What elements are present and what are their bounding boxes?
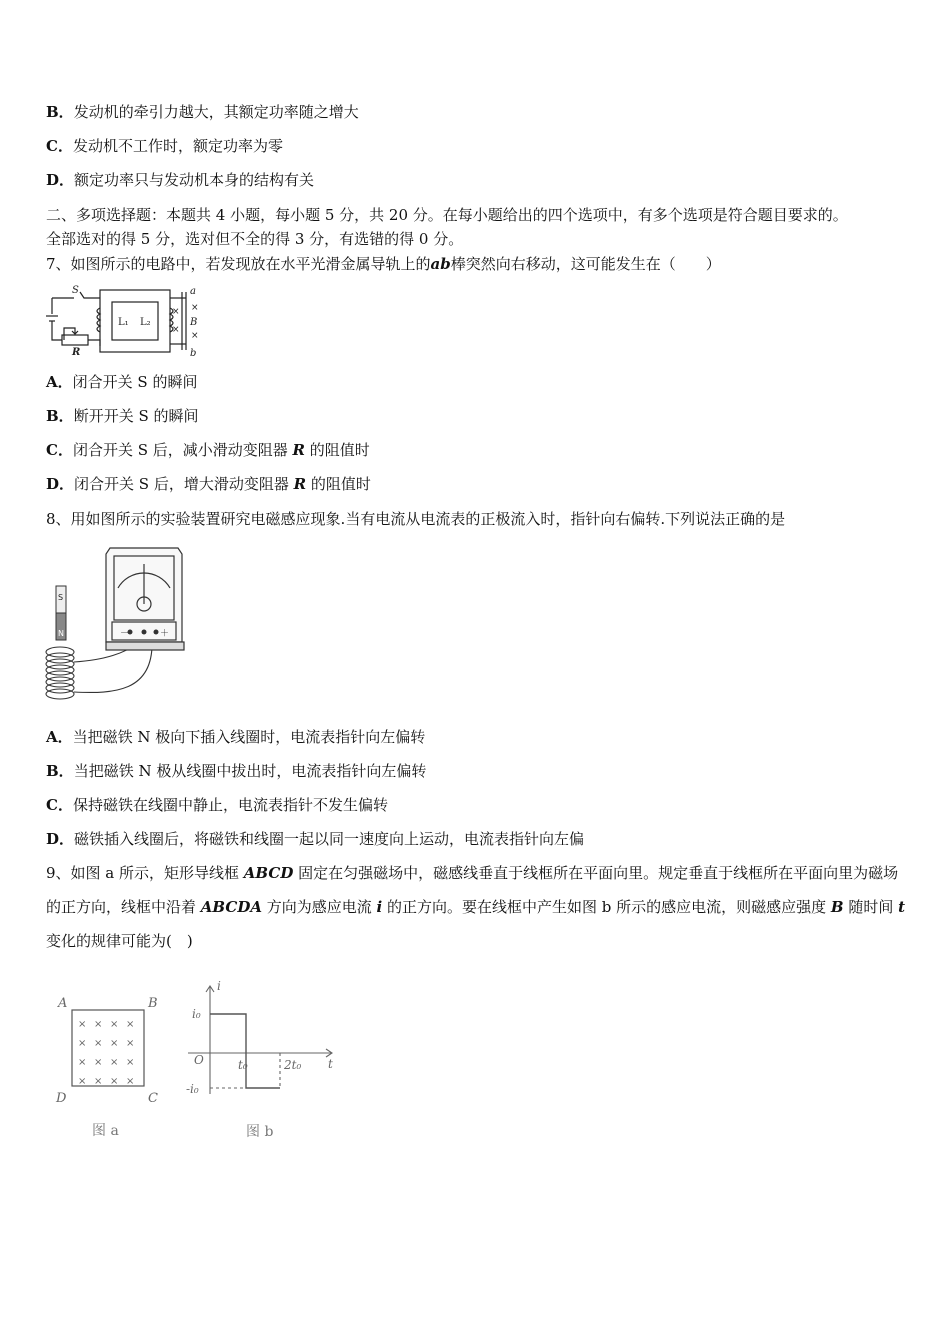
field-cross: × [110,1038,119,1049]
galvanometer [106,548,184,650]
field-cross: × [126,1038,135,1049]
figure-b-caption: 图 b [246,1124,274,1140]
rheostat [62,335,88,345]
q7-stem: 7、如图所示的电路中，若发现放在水平光滑金属导轨上的ab棒突然向右移动，这可能发生在（ ） [46,255,721,273]
q8-stem: 8、用如图所示的实验装置研究电磁感应现象.当有电流从电流表的正极流入时，指针向右偏转.下列说法正确的是 [46,510,786,528]
q7-option-a: A．闭合开关 S 的瞬间 [46,373,198,391]
corner-b-label: B [148,996,158,1011]
label-r: R [72,347,81,358]
current-graph [210,1014,280,1088]
field-cross: × [126,1057,135,1068]
q7-option-d: D．闭合开关 S 后，增大滑动变阻器 R 的阻值时 [46,475,371,493]
t0-label: t₀ [238,1058,248,1072]
transformer-core [100,290,170,352]
corner-c-label: C [148,1091,158,1106]
field-cross: × [110,1057,119,1068]
field-cross: × [78,1057,87,1068]
corner-a-label: A [58,996,68,1011]
q7-option-c: C．闭合开关 S 后，减小滑动变阻器 R 的阻值时 [46,441,370,459]
cross-mark: × [172,325,180,335]
field-cross: × [94,1057,103,1068]
t-axis-label: t [328,1057,333,1071]
q7-option-b: B．断开开关 S 的瞬间 [46,407,199,425]
field-cross: × [78,1076,87,1087]
q6-option-b: B．发动机的牵引力越大，其额定功率随之增大 [46,103,359,121]
field-cross: × [126,1019,135,1030]
section2-line1: 二、多项选择题：本题共 4 小题，每小题 5 分，共 20 分。在每小题给出的四个选项中，有多个选项是符合题目要求的。 [46,206,848,224]
i-axis-label: i [217,979,221,993]
figure-a-caption: 图 a [92,1123,119,1139]
q8-option-b: B．当把磁铁 N 极从线圈中拔出时，电流表指针向左偏转 [46,762,427,780]
label-l2: L₂ [140,317,151,328]
label-field-b: B [190,317,198,328]
field-cross: × [94,1076,103,1087]
label-a: a [190,286,196,297]
label-b: b [190,348,197,358]
cross-mark: × [191,331,199,341]
plus-terminal-label: ＋ [160,629,170,639]
q6-option-d: D．额定功率只与发动机本身的结构有关 [46,171,315,189]
q9-figure-b [180,976,350,1146]
field-cross: × [94,1038,103,1049]
label-s: S [72,285,79,296]
q6-option-c: C．发动机不工作时，额定功率为零 [46,137,283,155]
field-cross: × [110,1019,119,1030]
q8-galvanometer-figure [44,542,190,704]
origin-label: O [194,1053,204,1067]
q9-figure-a [52,990,172,1145]
field-cross: × [78,1019,87,1030]
q8-option-c: C．保持磁铁在线圈中静止，电流表指针不发生偏转 [46,796,388,814]
field-cross: × [126,1076,135,1087]
i0-label: i₀ [192,1007,201,1021]
section2-line2: 全部选对的得 5 分，选对但不全的得 3 分，有选错的得 0 分。 [46,230,464,248]
q8-option-a: A．当把磁铁 N 极向下插入线圈时，电流表指针向左偏转 [46,728,426,746]
cross-mark: × [191,303,199,313]
magnet-n-label: N [58,629,64,638]
field-cross: × [78,1038,87,1049]
q7-circuit-figure [44,284,214,358]
neg-i0-label: -i₀ [186,1082,199,1096]
cross-mark: × [172,307,180,317]
magnetic-field-crosses [78,1019,134,1087]
q9-stem: 9、如图 a 所示，矩形导线框 ABCD 固定在匀强磁场中，磁感线垂直于线框所在平面向里。规定垂直于线框所在平面向里为磁场的正方向，线框中沿着 ABCDA 方向为感应电流 i 的正方向。要在线框中产生如图 b 所示的感应电流，则磁感应强度 B 随时间 t 变化的规律可能为( ) [46,864,906,950]
minus-terminal-label: － [120,629,130,639]
2t0-label: 2t₀ [284,1058,302,1072]
q8-option-d: D．磁铁插入线圈后，将磁铁和线圈一起以同一速度向上运动，电流表指针向左偏 [46,830,585,848]
magnet-s-label: S [58,593,64,602]
field-cross: × [110,1076,119,1087]
field-cross: × [94,1019,103,1030]
corner-d-label: D [56,1091,67,1106]
label-l1: L₁ [118,317,129,328]
